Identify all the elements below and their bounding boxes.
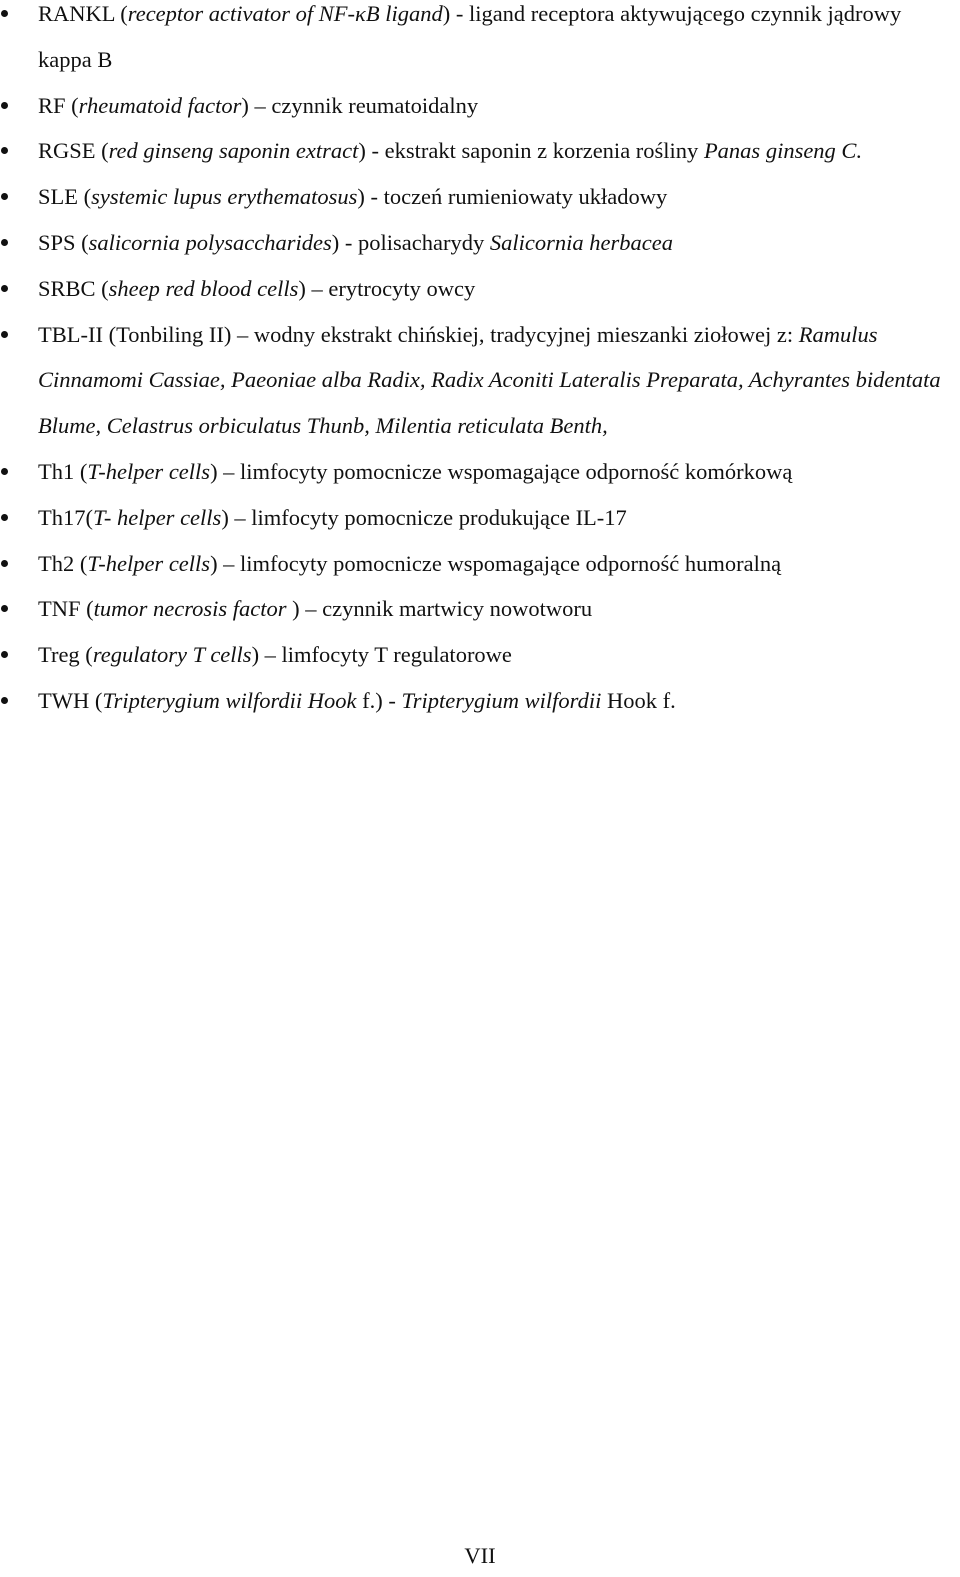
list-item-twh: TWH (Tripterygium wilfordii Hook f.) - Tripterygium wilfordii Hook f. — [0, 678, 960, 724]
list-item-tbl-ii: TBL-II (Tonbiling II) – wodny ekstrakt chińskiej, tradycyjnej mieszanki ziołowej z: Ramulus Cinnamomi Cassiae, Paeoniae alba Radix, Radix Aconiti Lateralis Preparata, Achyrantes bidentata Blume, Celastrus orbiculatus Thunb, Milentia reticulata Benth, — [0, 312, 960, 449]
list-item-tnf: TNF (tumor necrosis factor ) – czynnik martwicy nowotworu — [0, 586, 960, 632]
list-item-rgse: RGSE (red ginseng saponin extract) - ekstrakt saponin z korzenia rośliny Panas ginseng C. — [0, 128, 960, 174]
list-item-sps: SPS (salicornia polysaccharides) - polisacharydy Salicornia herbacea — [0, 220, 960, 266]
list-item-rf: RF (rheumatoid factor) – czynnik reumatoidalny — [0, 83, 960, 129]
bullet-icon — [1, 560, 8, 567]
abbreviation-list — [0, 0, 960, 724]
list-item-th2: Th2 (T-helper cells) – limfocyty pomocnicze wspomagające odporność humoralną — [0, 541, 960, 587]
bullet-icon — [1, 331, 8, 338]
list-item-treg: Treg (regulatory T cells) – limfocyty T regulatorowe — [0, 632, 960, 678]
bullet-icon — [1, 468, 8, 475]
list-item-sle: SLE (systemic lupus erythematosus) - toczeń rumieniowaty układowy — [0, 174, 960, 220]
bullet-icon — [1, 239, 8, 246]
bullet-icon — [1, 697, 8, 704]
list-item-srbc: SRBC (sheep red blood cells) – erytrocyty owcy — [0, 266, 960, 312]
bullet-icon — [1, 605, 8, 612]
bullet-icon — [1, 514, 8, 521]
list-item-th17: Th17(T- helper cells) – limfocyty pomocnicze produkujące IL-17 — [0, 495, 960, 541]
bullet-icon — [1, 285, 8, 292]
list-item-th1: Th1 (T-helper cells) – limfocyty pomocnicze wspomagające odporność komórkową — [0, 449, 960, 495]
bullet-icon — [1, 10, 8, 17]
bullet-icon — [1, 102, 8, 109]
bullet-icon — [1, 651, 8, 658]
bullet-icon — [1, 193, 8, 200]
page-number: VII — [464, 1543, 496, 1568]
list-item-rankl: RANKL (receptor activator of NF-κB ligand) - ligand receptora aktywującego czynnik jądrowy kappa B — [0, 0, 960, 83]
bullet-icon — [1, 147, 8, 154]
